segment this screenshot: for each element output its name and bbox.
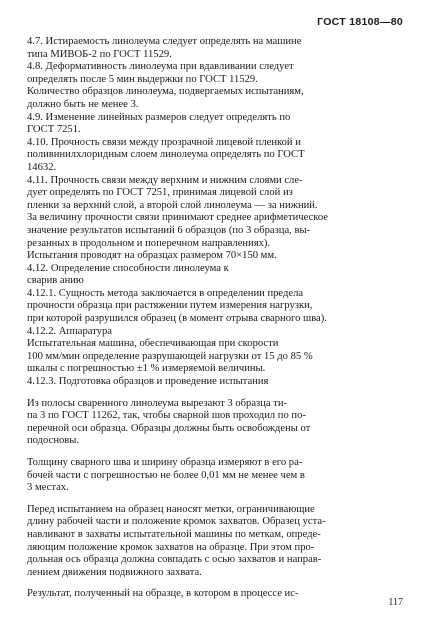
text-line: 4.11. Прочность связи между верхним и нижним слоями сле- (27, 174, 303, 186)
text-line: Из полосы сваренного линолеума вырезают 3 образца ти- (27, 397, 288, 409)
text-line: 4.12. Определение способности линолеума к (27, 262, 229, 274)
text-line: 4.12.1. Сущность метода заключается в определении предела (27, 287, 304, 299)
text-line: дольная ось образца должна совпадать с осью захватов и направ- (27, 554, 322, 566)
page-number: 117 (388, 597, 403, 608)
text-line: навливают в захваты испытательной машины по меткам, опреде- (27, 528, 321, 540)
text-line: при которой разрушился образец (в момент отрыва сварного шва). (27, 313, 327, 325)
standard-header: ГОСТ 18108—80 (317, 16, 403, 28)
text-line: Испытания проводят на образцах размером 70×150 мм. (27, 250, 277, 262)
body-text (27, 36, 403, 601)
text-line: дует определять по ГОСТ 7251, принимая лицевой слой из (27, 187, 293, 199)
text-line: 4.10. Прочность связи между прозрачной лицевой пленкой и (27, 136, 301, 148)
paragraph-gap (27, 495, 403, 504)
text-line: должно быть не менее 3. (27, 98, 139, 110)
text-line: 4.8. Деформативность линолеума при вдавливании следует (27, 61, 294, 73)
text-line: 4.9. Изменение линейных размеров следует определять по (27, 111, 291, 123)
text-line: пленки за верхний слой, а второй слой линолеума — за нижний. (27, 199, 318, 211)
paragraph-gap (27, 448, 403, 457)
text-line: 4.12.3. Подготовка образцов и проведение испытания (27, 376, 269, 388)
text-line: 3 местах. (27, 482, 69, 494)
text-line: перечной оси образца. Образцы должны быть освобождены от (27, 422, 311, 434)
text-line: 4.12.2. Аппаратура (27, 325, 112, 337)
text-line: длину рабочей части и положение кромок захватов. Образец уста- (27, 516, 326, 528)
text-line: Результат, полученный на образце, в котором в процессе ис- (27, 588, 299, 600)
text-line: ляющим положение кромок захватов на образце. При этом про- (27, 541, 315, 553)
text-line: па 3 по ГОСТ 11262, так, чтобы сварной шов проходил по по- (27, 410, 306, 422)
text-line: бочей части с погрешностью не более 0,01 мм не менее чем в (27, 469, 305, 481)
text-line: типа МИВОБ-2 по ГОСТ 11529. (27, 48, 172, 60)
text-line: ГОСТ 7251. (27, 124, 81, 136)
text-line: 14632. (27, 161, 57, 173)
text-line: прочности образца при растяжении путем измерения нагрузки, (27, 300, 313, 312)
text-line: резанных в продольном и поперечном направлениях). (27, 237, 271, 249)
text-line: подосновы. (27, 435, 80, 447)
text-line: лением движения подвижного захвата. (27, 566, 202, 578)
text-line: Перед испытанием на образец наносят метки, ограничивающие (27, 503, 315, 515)
text-line: Испытательная машина, обеспечивающая при скорости (27, 338, 279, 350)
text-line: значение результатов испытаний 6 образцов (по 3 образца, вы- (27, 224, 311, 236)
text-line: Толщину сварного шва и ширину образца измеряют в его ра- (27, 457, 303, 468)
paragraph-gap (27, 579, 403, 588)
text-line: шкалы с погрешностью ±1 % измеряемой величины. (27, 363, 266, 375)
text-line: 100 мм/мин определение разрушающей нагрузки от 15 до 85 % (27, 350, 313, 362)
text-line: определять после 5 мин выдержки по ГОСТ 11529. (27, 73, 258, 85)
text-line: поливинилхлоридным слоем линолеума определять по ГОСТ (27, 149, 305, 161)
paragraph-gap (27, 389, 403, 398)
text-line: За величину прочности связи принимают среднее арифметическое (27, 212, 329, 224)
text-line: 4.7. Истираемость линолеума следует определять на машине (27, 36, 302, 47)
text-line: сварив анию (27, 275, 84, 287)
text-line: Количество образцов линолеума, подвергаемых испытаниям, (27, 86, 304, 98)
